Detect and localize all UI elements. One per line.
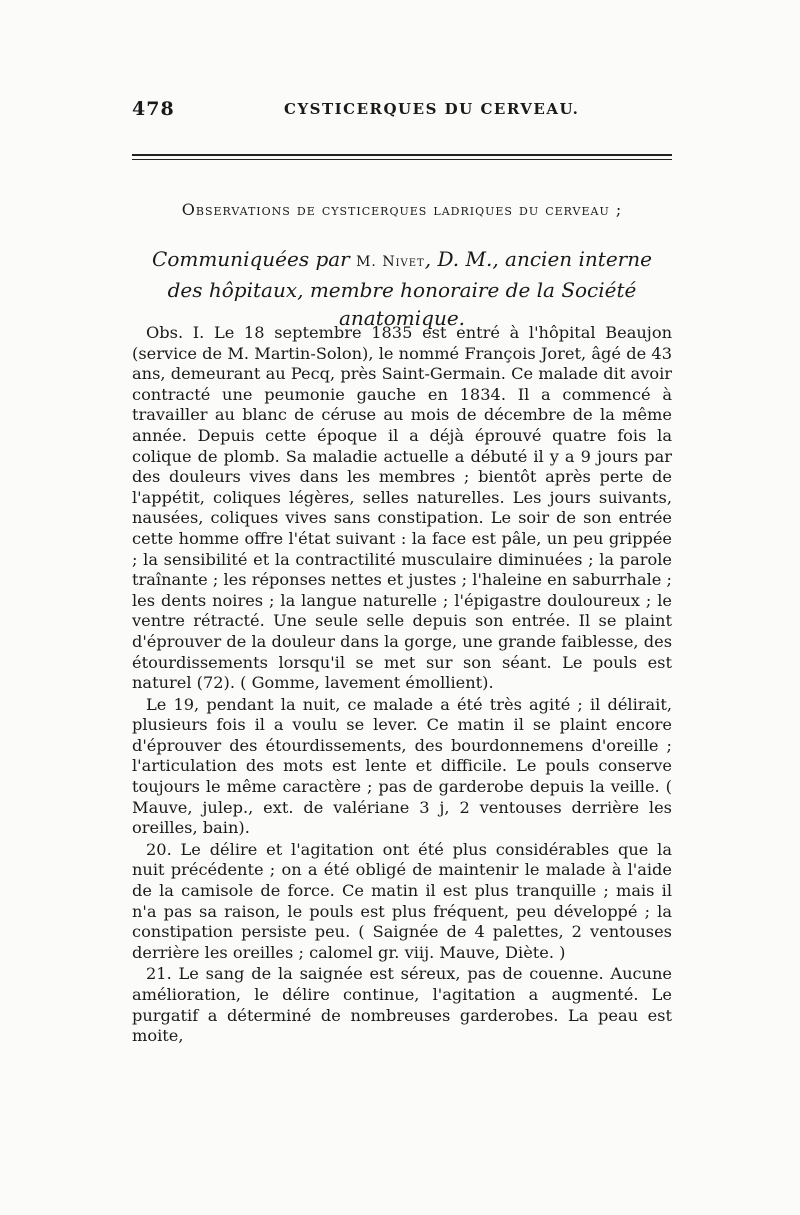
communication-line [132, 245, 672, 332]
paragraph-obs-1: Obs. I. Le 18 septembre 1835 est entré à l'hôpital Beaujon (service de M. Martin-Solon), le nommé François Joret, âgé de 43 ans, demeurant au Pecq, près Saint-Germain. Ce malade dit avoir contracté une peumonie gauche en 1834. Il a commencé à travailler au blanc de céruse au mois de décembre de la même année. Depuis cette époque il a déjà éprouvé quatre fois la colique de plomb. Sa maladie actuelle a débuté il y a 9 jours par des douleurs vives dans les membres ; bientôt après perte de l'appétit, coliques légères, selles naturelles. Les jours suivants, nausées, coliques vives sans constipation. Le soir de son entrée cette homme offre l'état suivant : la face est pâle, un peu grippée ; la sensibilité et la contractilité musculaire diminuées ; la parole traînante ; les réponses nettes et justes ; l'haleine en saburrhale ; les dents noires ; la langue naturelle ; l'épigastre douloureux ; le ventre rétracté. Une seule selle depuis son entrée. Il se plaint d'éprouver de la douleur dans la gorge, une grande faiblesse, des étourdissements lorsqu'il se met sur son séant. Le pouls est naturel (72). ( Gomme, lavement émollient). [132, 323, 672, 693]
running-title: CYSTICERQUES DU CERVEAU. [284, 100, 580, 118]
header-rule-thin [132, 159, 672, 160]
paragraph-day-21: 21. Le sang de la saignée est séreux, pas de couenne. Aucune amélioration, le délire continue, l'agitation a augmenté. Le purgatif a déterminé de nombreuses garderobes. La peau est moite, [132, 964, 672, 1046]
section-heading-text: Observations de cysticerques ladriques du cerveau ; [181, 200, 623, 219]
author-name: M. Nivet [356, 254, 425, 270]
running-head [132, 98, 672, 124]
communicated-prefix: Communiquées par [152, 247, 350, 271]
communicated-suffix: , D. M., ancien interne des hôpitaux, membre honoraire de la Société anatomique. [167, 247, 652, 330]
paragraph-day-19: Le 19, pendant la nuit, ce malade a été très agité ; il délirait, plusieurs fois il a voulu se lever. Ce matin il se plaint encore d'éprouver des étourdissements, des bourdonnemens d'oreille ; l'articulation des mots est lente et difficile. Le pouls conserve toujours le même caractère ; pas de garderobe depuis la veille. ( Mauve, julep., ext. de valériane 3 j, 2 ventouses derrière les oreilles, bain). [132, 694, 672, 838]
paragraph-day-20: 20. Le délire et l'agitation ont été plus considérables que la nuit précédente ; on a été obligé de maintenir le malade à l'aide de la camisole de force. Ce matin il est plus tranquille ; mais il n'a pas sa raison, le pouls est plus fréquent, peu développé ; la constipation persiste peu. ( Saignée de 4 palettes, 2 ventouses derrière les oreilles ; calomel gr. viij. Mauve, Diète. ) [132, 839, 672, 962]
section-heading [132, 200, 672, 219]
header-rule-thick [132, 154, 672, 156]
page-number: 478 [132, 98, 175, 120]
body-text [132, 323, 672, 1047]
